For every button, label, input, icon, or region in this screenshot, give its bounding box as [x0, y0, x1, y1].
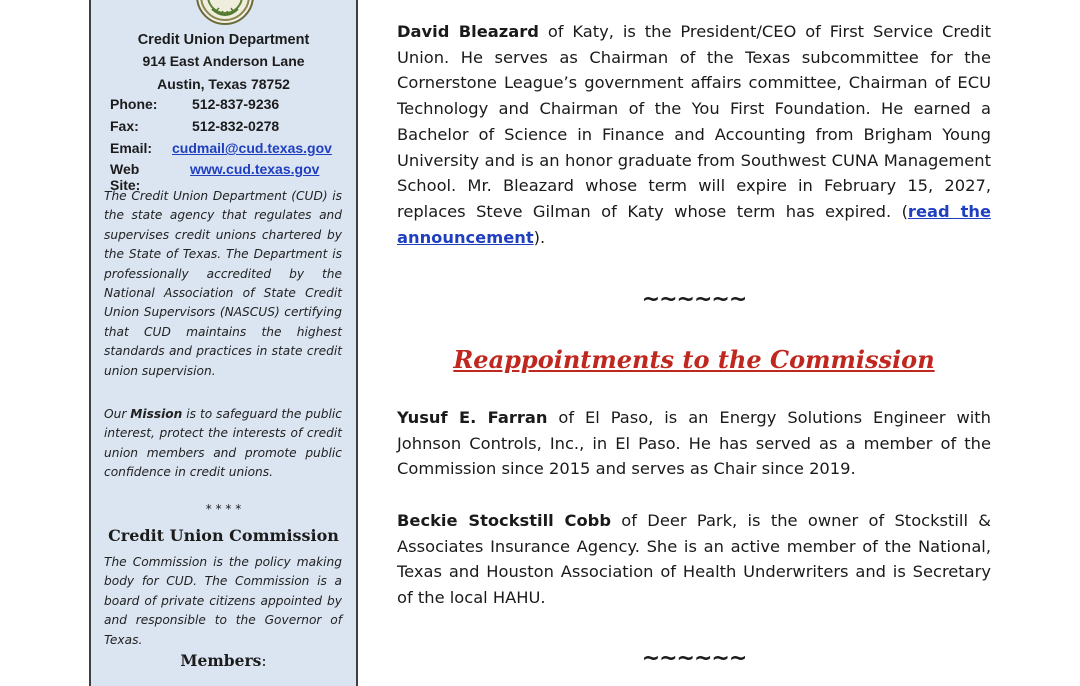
- farran-text: of El Paso, is an Energy Solutions Engineer with Johnson Controls, Inc., in El Paso. He has served as a member of the Commission since 2015 and serves as Chair since 2019.: [397, 408, 991, 479]
- members-heading: [91, 651, 356, 670]
- cobb-text: of Deer Park, is the owner of Stockstill & Associates Insurance Agency. She is an active member of the National, Texas and Houston Association of Health Underwriters and is Secretary of the local HAHU.: [397, 511, 991, 608]
- mission-word: Mission: [130, 407, 183, 421]
- bleazard-text: of Katy, is the President/CEO of First Service Credit Union. He serves as Chairman of the Texas subcommittee for the Cornerstone League’s government affairs committee, Chairman of ECU Technology and Chairman of the You First Foundation. He earned a Bachelor of Science in Finance and Accounting from Brigham Young University and is an honor graduate from Southwest CUNA Management School. Mr. Bleazard whose term will expire in February 15, 2027, replaces Steve Gilman of Katy whose term has expired. (: [397, 22, 991, 221]
- members-heading-text: Members: [180, 651, 262, 670]
- cobb-name: Beckie Stockstill Cobb: [397, 511, 611, 530]
- farran-name: Yusuf E. Farran: [397, 408, 548, 427]
- commission-text: The Commission is the policy making body for CUD. The Commission is a board of private citizens appointed by and responsible to the Governor of Texas.: [104, 555, 342, 647]
- cobb-paragraph: [397, 508, 991, 611]
- tilde-divider-1: ~~~~~~: [641, 287, 747, 312]
- fax-value: 512-832-0278: [192, 118, 280, 134]
- address-line-1: 914 East Anderson Lane: [142, 53, 305, 69]
- mission-prefix: Our: [104, 407, 131, 421]
- website-label: Web Site:: [110, 161, 141, 193]
- mission-body: is to safeguard the public interest, protect the interests of credit union members and promote public confidence in credit unions.: [104, 407, 343, 480]
- address-line-2: Austin, Texas 78752: [157, 76, 290, 92]
- website-link[interactable]: www.cud.texas.gov: [190, 161, 320, 177]
- farran-paragraph: [397, 405, 991, 482]
- phone-row: [110, 96, 280, 112]
- bleazard-paragraph: [397, 19, 991, 250]
- email-row: [110, 140, 332, 156]
- phone-value: 512-837-9236: [192, 96, 280, 112]
- commission-heading: Credit Union Commission: [108, 526, 339, 545]
- email-link[interactable]: cudmail@cud.texas.gov: [172, 140, 332, 156]
- phone-label: Phone:: [110, 96, 158, 112]
- bleazard-name: David Bleazard: [397, 22, 539, 41]
- announcement-link[interactable]: read the announcement: [397, 201, 991, 247]
- email-label: Email:: [110, 140, 153, 156]
- members-heading-colon: :: [261, 652, 267, 670]
- mission-text: [104, 405, 342, 483]
- fax-label: Fax:: [110, 118, 139, 134]
- reappointments-title: Reappointments to the Commission: [453, 345, 935, 374]
- tilde-divider-2: ~~~~~~: [641, 646, 747, 671]
- fax-row: [110, 118, 280, 134]
- about-cud-text: The Credit Union Department (CUD) is the state agency that regulates and supervises credit unions chartered by the State of Texas. The Department is professionally accredited by the National Association of State Credit Union Supervisors (NASCUS) certifying that CUD maintains the highest standards and practices in state credit union supervision.: [104, 189, 342, 378]
- star-divider: * * * *: [205, 502, 242, 516]
- bleazard-suffix: ).: [533, 227, 546, 247]
- department-name: Credit Union Department: [137, 32, 310, 48]
